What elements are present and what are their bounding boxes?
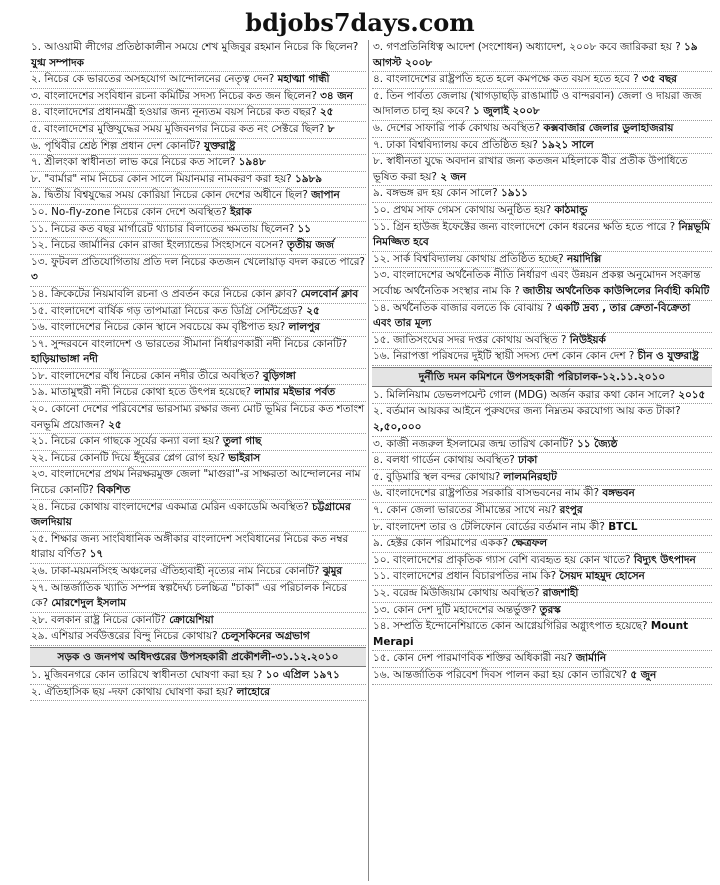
question-item	[30, 613, 366, 630]
question-item	[372, 586, 712, 603]
question-item	[372, 301, 712, 333]
question-text: ৩. কাজী নজরুল ইসলামের জন্ম তারিখ কোনটি?	[373, 437, 574, 450]
question-text: ২০. কোনো দেশের পরিবেশের ভারসাম্য রক্ষার জন্য মোট ভূমির নিচের কত শতাংশ বনভূমি প্রয়োজন?	[31, 403, 365, 431]
question-item	[372, 536, 712, 553]
question-text: ৮. "বার্মার" নাম নিচের কোন সালে মিয়ানমার নামকরণ করা হয়?	[31, 172, 292, 185]
question-item	[372, 252, 712, 269]
question-item	[372, 453, 712, 470]
question-text: ১৫. বাংলাদেশে বার্ষিক গড় তাপমাত্রা নিচের কত ডিগ্রি সেন্টিগ্রেড?	[31, 304, 303, 317]
answer-text: তৃতীয় জর্জ	[287, 239, 334, 252]
question-item	[372, 486, 712, 503]
answer-text: লাহোরে	[236, 685, 270, 698]
question-text: ৮. স্বাধীনতা যুদ্ধে অবদান রাখার জন্য কতজন মহিলাকে বীর প্রতীক উপাধিতে ভূষিত করা হয়?	[373, 155, 688, 183]
question-text: ৮. বাংলাদেশ তার ও টেলিফোন বোর্ডের বর্তমান নাম কী?	[373, 520, 605, 533]
question-text: ২৩. বাংলাদেশের প্রথম নিরক্ষরমুক্ত জেলা "মাগুরা"-র সাক্ষরতা আন্দোলনের নাম নিচের কোনটি?	[31, 468, 361, 497]
question-item	[30, 287, 366, 304]
question-text: ২৪. নিচের কোথায় বাংলাদেশের একমাত্র মেরিন একাডেমি অবস্থিত?	[31, 500, 309, 513]
question-text: ১৭. সুন্দরবনে বাংলাদেশ ও ভারতের সীমানা নির্ধারণকারী নদী নিচের কোনটি?	[31, 337, 348, 350]
answer-text: নিউইয়র্ক	[569, 333, 606, 346]
question-item	[372, 349, 712, 366]
answer-text: ২০১৫	[678, 388, 706, 401]
answer-text: বুড়িগঙ্গা	[262, 369, 296, 382]
answer-text: ২৫	[108, 418, 122, 431]
answer-text: ৩	[31, 271, 38, 284]
question-item	[372, 186, 712, 203]
question-item	[30, 122, 366, 139]
question-item	[30, 402, 366, 434]
answer-text: যুগ্ম সম্পাদক	[31, 56, 84, 69]
answer-text: জাতীয় অর্থনৈতিক কাউন্সিলের নির্বাহী কমিটি	[523, 284, 710, 297]
question-text: ১৪. সম্প্রতি ইন্দোনেশিয়াতে কোন আগ্নেয়গিরির অগ্ন্যুৎপাত হয়েছে?	[373, 620, 648, 633]
question-text: ১১. গ্রিন হাউজ ইফেক্টের জন্য বাংলাদেশে কোন ধরনের ক্ষতি হতে পারে ?	[373, 220, 676, 233]
answer-text: বঙ্গভবন	[602, 487, 635, 500]
question-item	[30, 369, 366, 386]
question-text: ১২. সার্ক বিশ্ববিদ্যালয় কোথায় প্রতিষ্ঠিত হচ্ছে?	[373, 252, 564, 265]
question-text: ৭. শ্রীলংকা স্বাধীনতা লাভ করে নিচের কত সালে?	[31, 156, 236, 169]
answer-text: ২৫	[319, 106, 334, 119]
question-item	[372, 553, 712, 570]
question-text: ১৫. কোন দেশ পারমাণবিক শক্তির অধিকারী নয়?	[373, 652, 573, 665]
question-item	[372, 503, 712, 520]
question-text: ৪. বলধা গার্ডেন কোথায় অবস্থিত?	[373, 454, 515, 467]
section-heading: সড়ক ও জনপথ অধিদপ্তরের উপসহকারী প্রকৌশলী-৩১.১২.২০১০	[30, 647, 366, 667]
question-text: ১৪. অর্থনৈতিক বাজার বলতে কি বোঝায় ?	[373, 301, 553, 314]
answer-text: ২৫	[306, 304, 320, 317]
question-item	[372, 40, 712, 72]
site-title: bdjobs7days.com	[245, 8, 475, 37]
question-item	[372, 154, 712, 186]
answer-text: ২,৫০,০০০	[373, 421, 422, 434]
question-text: ৬. পৃথিবীর শ্রেষ্ঠ শিল্প প্রধান দেশ কোনটি?	[31, 139, 201, 152]
question-item	[372, 619, 712, 651]
question-text: ১৩. বাংলাদেশের অর্থনৈতিক নীতি নির্ধারণ এবং উন্নয়ন প্রকল্প অনুমোদন সংক্রান্ত সর্বোচ্চ অর্থনৈতিক সংস্থার নাম কি ?	[373, 269, 701, 297]
question-text: ১০. No-fly-zone নিচের কোন দেশে অবস্থিত?	[31, 205, 227, 218]
question-text: ১৩. কোন দেশ দুটি মহাদেশের অন্তর্ভুক্ত?	[373, 603, 537, 616]
question-text: ১১. বাংলাদেশের প্রধান বিচারপতির নাম কি?	[373, 570, 557, 583]
question-text: ৬. দেশের সাফারি পার্ক কোথায় অবস্থিত?	[373, 121, 541, 134]
answer-text: তুরস্ক	[539, 603, 561, 616]
question-text: ২. ঐতিহাসিক ছয় -দফা কোথায় ঘোষণা করা হয়?	[31, 685, 234, 698]
answer-text: ৫ জুন	[630, 668, 657, 681]
answer-text: লালপুর	[288, 321, 320, 334]
question-text: ৯. দ্বিতীয় বিশ্বযুদ্ধের সময় কোরিয়া নিচের কোন দেশের অধীনে ছিল?	[31, 189, 308, 202]
question-item	[30, 89, 366, 106]
question-item	[30, 581, 366, 613]
question-item	[30, 564, 366, 581]
column-divider	[368, 40, 369, 881]
question-item	[30, 320, 366, 337]
question-item	[372, 72, 712, 89]
answer-text: ১১ জ্যৈষ্ঠ	[576, 437, 618, 450]
question-text: ১৬. বাংলাদেশের নিচের কোন স্থানে সবচেয়ে কম বৃষ্টিপাত হয়?	[31, 321, 286, 334]
question-item	[30, 500, 366, 532]
question-text: ২৯. এশিয়ার সর্বউত্তরের বিন্দু নিচের কোথায়?	[31, 630, 218, 643]
answer-text: জার্মানি	[575, 652, 607, 665]
question-item	[372, 668, 712, 685]
answer-text: ঝুমুর	[322, 565, 343, 577]
question-item	[30, 105, 366, 122]
question-text: ৫. বাংলাদেশের মুক্তিযুদ্ধের সময় মুজিবনগর নিচের কত নং সেক্টরে ছিল?	[31, 122, 325, 135]
question-text: ২. নিচের কে ভারতের অসহযোগ আন্দোলনের নেতৃত্ব দেন?	[31, 73, 275, 86]
question-text: ৯. বঙ্গভঙ্গ রদ হয় কোন সালে?	[373, 187, 498, 200]
question-item	[30, 385, 366, 402]
question-text: ২৮. বলকান রাষ্ট্র নিচের কোনটি?	[31, 613, 166, 626]
answer-text: বিদ্যুৎ উৎপাদন	[633, 553, 696, 566]
left-column	[30, 40, 366, 881]
answer-text: চেলুসকিনের অগ্রভাগ	[220, 630, 310, 643]
question-item	[30, 139, 366, 156]
question-item	[372, 388, 712, 405]
answer-text: Mount Merapi	[373, 620, 689, 648]
question-item	[372, 603, 712, 620]
question-item	[30, 451, 366, 468]
question-text: ৯. হেক্টর কোন পরিমাপের একক?	[373, 537, 509, 550]
answer-text: তুলা গাছ	[223, 435, 262, 448]
question-item	[30, 434, 366, 451]
answer-text: ২ জন	[440, 170, 467, 183]
answer-text: চট্টগ্রামের জলদিয়ায়	[31, 500, 351, 529]
question-item	[372, 220, 712, 252]
question-text: ৬. বাংলাদেশের রাষ্ট্রপতির সরকারি বাসভবনের নাম কী?	[373, 487, 600, 500]
question-item	[372, 404, 712, 436]
answer-text: মোরশেদুল ইসলাম	[51, 597, 126, 610]
question-text: ৭. কোন জেলা ভারতের সীমান্তের সাথে নয়?	[373, 504, 557, 517]
answer-text: সৈয়দ মাহমুদ হোসেন	[559, 570, 645, 583]
answer-text: বিকশিত	[97, 484, 131, 497]
question-item	[30, 188, 366, 205]
question-text: ২১. নিচের কোন গাছকে সূর্যের কন্যা বলা হয়?	[31, 435, 220, 448]
answer-text: কাঠমান্ডু	[554, 203, 588, 216]
answer-text: ক্ষেত্রফল	[511, 537, 547, 550]
right-column	[372, 40, 712, 881]
question-text: ১৯. মাতামুহুরী নদী নিচের কোথা হতে উৎপন্ন হয়েছে?	[31, 386, 251, 399]
section-heading: দুর্নীতি দমন কমিশনে উপসহকারী পরিচালক-১২.১১.২০১০	[372, 367, 712, 387]
answer-text: লামার মইভার পর্বত	[254, 386, 336, 399]
answer-text: ৮	[327, 122, 335, 135]
question-text: ৫. বুড়িমারি স্থল বন্দর কোথায়?	[373, 470, 501, 483]
question-item	[372, 203, 712, 220]
answer-text: মহাত্মা গান্ধী	[277, 73, 330, 86]
question-text: ১০. বাংলাদেশের প্রাকৃতিক গ্যাস বেশি ব্যবহৃত হয় কোন খাতে?	[373, 553, 631, 566]
question-text: ২৫. শিক্ষার জন্য সাংবিধানিক অঙ্গীকার বাংলাদেশ সংবিধানের নিচের কত নম্বর ধারায় বর্ণিত?	[31, 532, 349, 561]
question-item	[30, 532, 366, 564]
answer-text: BTCL	[608, 520, 638, 533]
question-item	[372, 89, 712, 121]
question-item	[30, 629, 366, 646]
answer-text: ১৯৪৮	[238, 156, 266, 169]
question-item	[30, 72, 366, 89]
question-item	[372, 651, 712, 668]
question-text: ১৮. বাংলাদেশের বাঁধ নিচের কোন নদীর তীরে অবস্থিত?	[31, 369, 260, 382]
answer-text: ক্রোয়েশিয়া	[169, 613, 214, 626]
answer-text: ১৯১১	[500, 187, 528, 200]
answer-text: ঢাকা	[518, 454, 538, 467]
question-item	[372, 121, 712, 138]
question-item	[30, 255, 366, 287]
answer-text: হাড়িয়াভাঙ্গা নদী	[31, 353, 98, 366]
answer-text: নয়াদিল্লি	[566, 252, 602, 265]
question-item	[30, 337, 366, 369]
answer-text: ১১	[297, 222, 312, 235]
question-text: ৪. বাংলাদেশের প্রধানমন্ত্রী হওয়ার জন্য নূন্যতম বয়স নিচের কত বছর?	[31, 106, 317, 119]
question-item	[30, 304, 366, 321]
question-item	[30, 172, 366, 189]
answer-text: ১৭	[89, 548, 104, 561]
question-text: ১. মুজিবনগরে কোন তারিখে স্বাধীনতা ঘোষণা করা হয় ?	[31, 668, 263, 681]
question-item	[372, 138, 712, 155]
question-text: ১৬. নিরাপত্তা পরিষদের দুইটি স্থায়ী সদস্য দেশ কোন কোন দেশ ?	[373, 350, 635, 363]
question-text: ১. মিলিনিয়াম ডেভলপমেন্ট গোল (MDG) অর্জন করার কথা কোন সালে?	[373, 388, 675, 401]
question-text: ২৬. ঢাকা-ময়মনসিংহ অঞ্চলের ঐতিহ্যবাহী নৃত্যের নাম নিচের কোনটি?	[31, 565, 320, 577]
answer-text: নিম্নভূমি নিমজ্জিত হবে	[373, 220, 710, 249]
question-text: ১৪. ক্রিকেটের নিয়মাবলি রচনা ও প্রবর্তন করে নিচের কোন ক্লাব?	[31, 287, 298, 300]
answer-text: কক্সবাজার জেলার ডুলাহাজরায়	[543, 121, 674, 134]
answer-text: ভাইরাস	[228, 451, 261, 464]
question-text: ১২. নিচের জার্মানির কোন রাজা ইংল্যান্ডের সিংহাসনে বসেন?	[31, 239, 284, 252]
question-text: ১২. বরেন্দ্র মিউজিয়াম কোথায় অবস্থিত?	[373, 587, 540, 599]
question-item	[30, 40, 366, 72]
question-item	[372, 268, 712, 300]
question-item	[372, 333, 712, 350]
question-item	[372, 437, 712, 454]
question-text: ৪. বাংলাদেশের রাষ্ট্রপতি হতে হলে কমপক্ষে কত বয়স হতে হবে ?	[373, 73, 639, 86]
question-text: ৭. ঢাকা বিশ্ববিদ্যালয় কবে প্রতিষ্ঠিত হয়?	[373, 138, 538, 151]
answer-text: মেলবোর্ন ক্লাব	[300, 287, 359, 300]
answer-text: রাজশাহী	[542, 587, 579, 599]
question-text: ২২. নিচের কোনটি দিয়ে ইঁদুরের প্লেগ রোগ হয়?	[31, 451, 226, 464]
answer-text: জাপান	[311, 189, 340, 202]
answer-text: চীন ও যুক্তরাষ্ট্র	[637, 350, 699, 363]
answer-text: একটি দ্রব্য , তার ক্রেতা-বিক্রেতা এবং তার মূল্য	[373, 301, 691, 330]
answer-text: ১৯২১ সালে	[541, 138, 594, 151]
question-text: ১১. নিচের কত বছর মার্গারেট থ্যাচার বিলাতের ক্ষমতায় ছিলেন?	[31, 222, 295, 235]
answer-text: ইরাক	[230, 205, 252, 218]
question-text: ৩. বাংলাদেশের সংবিধান রচনা কমিটির সদস্য নিচের কত জন ছিলেন?	[31, 89, 317, 102]
question-item	[30, 238, 366, 255]
answer-text: ৩৪ জন	[320, 89, 353, 102]
question-text: ২. বর্তমান আয়কর আইনে পুরুষদের জন্য নিম্নতম করযোগ্য আয় কত টাকা?	[373, 405, 681, 418]
question-item	[30, 685, 366, 702]
answer-text: যুক্তরাষ্ট্র	[203, 139, 236, 152]
question-text: ১০. প্রথম সাফ গেমস কোথায় অনুষ্ঠিত হয়?	[373, 203, 552, 216]
question-item	[30, 668, 366, 685]
question-text: ১৬. আন্তর্জাতিক পরিবেশ দিবস পালন করা হয় কোন তারিখে?	[373, 668, 628, 681]
answer-text: রংপুর	[559, 504, 583, 517]
question-item	[30, 155, 366, 172]
answer-text: ১ জুলাই ২০০৮	[473, 105, 540, 118]
answer-text: লালমনিরহাট	[503, 470, 557, 483]
question-text: ৫. তিন পার্বত্য জেলায় (খাগড়াছড়ি রাঙামাটি ও বান্দরবান) জেলা ও দায়রা জজ আদালত চালু হয় কবে?	[373, 89, 702, 118]
answer-text: ১৯৮৯	[295, 172, 322, 185]
question-item	[372, 520, 712, 537]
answer-text: ৩৫ বছর	[641, 73, 677, 86]
answer-text: ১৯ আগস্ট ২০০৮	[373, 41, 698, 69]
question-item	[372, 470, 712, 487]
question-text: ১৩. ফুটবল প্রতিযোগিতায় প্রতি দল নিচের কতজন খেলোয়াড় বদল করতে পারে?	[31, 255, 365, 268]
question-text: ১. আওয়ামী লীগের প্রতিষ্ঠাকালীন সময়ে শেখ মুজিবুর রহমান নিচের কি ছিলেন?	[31, 41, 359, 53]
answer-text: ১০ এপ্রিল ১৯৭১	[265, 668, 340, 681]
question-item	[30, 205, 366, 222]
question-item	[30, 222, 366, 239]
question-item	[372, 569, 712, 586]
question-text: ৩. গণপ্রতিনিধিত্ব আদেশ (সংশোধন) অধ্যাদেশ, ২০০৮ কবে জারিকরা হয় ?	[373, 41, 681, 53]
question-item	[30, 467, 366, 499]
question-text: ২৭. আন্তর্জাতিক খ্যাতি সম্পন্ন স্বল্পদৈর্ঘ্য চলচ্চিত্র "চাকা" এর পরিচালক নিচের কে?	[31, 581, 348, 610]
question-text: ১৫. জাতিসংঘের সদর দপ্তর কোথায় অবস্থিত ?	[373, 333, 567, 346]
